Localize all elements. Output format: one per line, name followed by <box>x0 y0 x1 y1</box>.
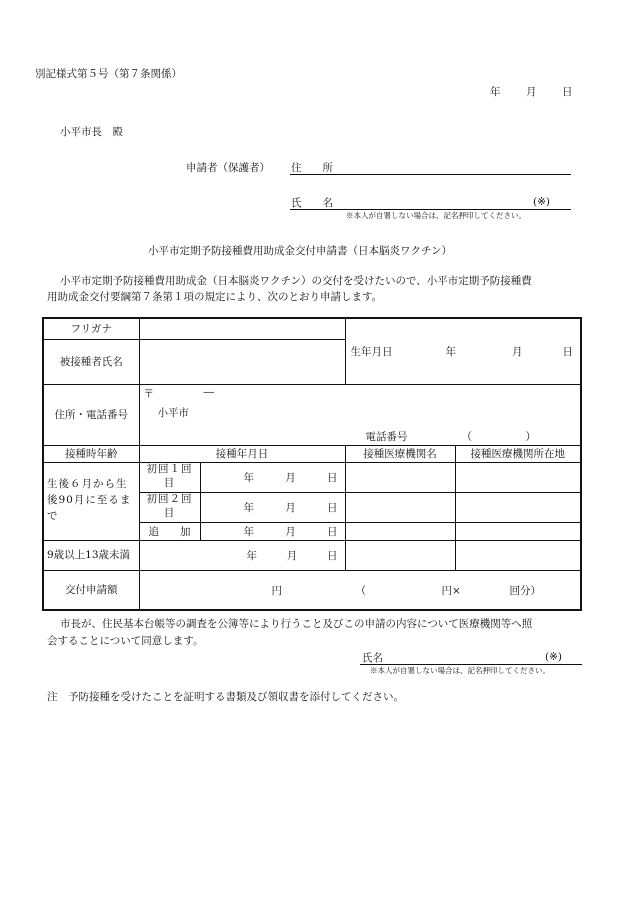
addressee: 小平市長 殿 <box>60 126 123 138</box>
furigana-label: フリガナ <box>43 318 139 339</box>
age2-year: 年 <box>246 549 257 562</box>
application-table <box>42 317 582 611</box>
amount-label: 交付申請額 <box>43 570 139 610</box>
amount-yen-times: 円× <box>441 584 461 597</box>
age-group-2-date[interactable] <box>139 540 345 570</box>
applicant-name-label: 氏 名 <box>291 197 333 209</box>
patient-name-label: 被接種者氏名 <box>43 339 139 384</box>
consent-line-1: 市長が、住民基本台帳等の調査を公簿等により行うこと及びこの申請の内容について医療機関等へ照 <box>60 618 533 630</box>
amount-yen: 円 <box>271 584 282 597</box>
date-year: 年 <box>490 86 501 98</box>
phone-paren-open: （ <box>461 430 472 443</box>
applicant-label: 申請者（保護者） <box>186 162 270 174</box>
header-age: 接種時年齢 <box>43 445 139 462</box>
dose-3-label: 追 加 <box>139 522 200 540</box>
age-group-2-clinic[interactable] <box>345 540 455 570</box>
dose-3-day: 日 <box>327 525 338 538</box>
postal-mark: 〒 <box>143 387 154 400</box>
form-title: 小平市定期予防接種費用助成金交付申請書（日本脳炎ワクチン） <box>148 245 452 257</box>
dose-2-year: 年 <box>243 501 254 514</box>
intro-line-1: 小平市定期予防接種費用助成金（日本脳炎ワクチン）の交付を受けたいので、小平市定期予防接種費 <box>60 275 532 287</box>
dose-3-month: 月 <box>285 525 296 538</box>
amount-times-close: 回分） <box>509 584 541 597</box>
age2-month: 月 <box>286 549 298 562</box>
dose-1-date[interactable] <box>200 462 345 492</box>
form-id: 別記様式第５号（第７条関係） <box>35 68 182 80</box>
amount-field[interactable] <box>139 570 581 610</box>
consent-line-2: 会することについて同意します。 <box>47 635 204 647</box>
age-group-1: 生後６月から生後90月に至るまで <box>43 462 139 540</box>
age-group-2-clinic-address[interactable] <box>455 540 581 570</box>
applicant-address-line[interactable] <box>290 174 571 175</box>
address-phone-label: 住所・電話番号 <box>43 384 139 445</box>
dose-1-year: 年 <box>243 471 254 484</box>
dose-1-label: 初回１回目 <box>139 462 200 492</box>
dose-2-date[interactable] <box>200 492 345 522</box>
applicant-seal-mark: (※) <box>533 196 550 208</box>
birth-year: 年 <box>445 345 456 358</box>
consent-seal-mark: (※) <box>545 651 562 663</box>
consent-seal-note: ※本人が自署しない場合は、記名押印してください。 <box>370 666 550 675</box>
header-date: 接種年月日 <box>139 445 345 462</box>
dose-3-date[interactable] <box>200 522 345 540</box>
age-group-2: 9歳以上13歳未満 <box>43 540 139 570</box>
dose-2-day: 日 <box>327 501 338 514</box>
date-day: 日 <box>562 86 573 98</box>
dose-2-clinic[interactable] <box>345 492 455 522</box>
footer-note: 注 予防接種を受けたことを証明する書類及び領収書を添付してください。 <box>47 691 404 703</box>
postal-dash: ― <box>203 385 214 398</box>
phone-paren-close: ） <box>525 430 536 443</box>
birthdate-cell[interactable] <box>345 318 581 384</box>
header-clinic-address: 接種医療機関所在地 <box>455 445 581 462</box>
dose-3-year: 年 <box>243 525 254 538</box>
dose-3-clinic-address[interactable] <box>455 522 581 540</box>
intro-line-2: 用助成金交付要綱第７条第１項の規定により、次のとおり申請します。 <box>47 291 383 303</box>
birthdate-label: 生年月日 <box>350 345 393 358</box>
dose-1-clinic[interactable] <box>345 462 455 492</box>
dose-2-label: 初回２回目 <box>139 492 200 522</box>
dose-3-clinic[interactable] <box>345 522 455 540</box>
consent-name-label: 氏名 <box>362 652 383 664</box>
phone-label: 電話番号 <box>365 430 408 443</box>
birth-month: 月 <box>512 345 523 358</box>
amount-paren-open: （ <box>355 584 366 597</box>
date-month: 月 <box>526 86 537 98</box>
dose-2-month: 月 <box>285 501 296 514</box>
dose-2-clinic-address[interactable] <box>455 492 581 522</box>
age2-day: 日 <box>327 549 338 562</box>
birth-day: 日 <box>562 345 573 358</box>
address-phone-field[interactable] <box>139 384 581 445</box>
furigana-field[interactable] <box>139 318 345 339</box>
dose-1-clinic-address[interactable] <box>455 462 581 492</box>
patient-name-field[interactable] <box>139 339 345 384</box>
header-clinic-name: 接種医療機関名 <box>345 445 455 462</box>
applicant-address-label: 住 所 <box>291 162 333 174</box>
city-name: 小平市 <box>157 406 189 419</box>
dose-1-day: 日 <box>327 471 338 484</box>
dose-1-month: 月 <box>285 471 296 484</box>
applicant-seal-note: ※本人が自署しない場合は、記名押印してください。 <box>346 211 526 220</box>
